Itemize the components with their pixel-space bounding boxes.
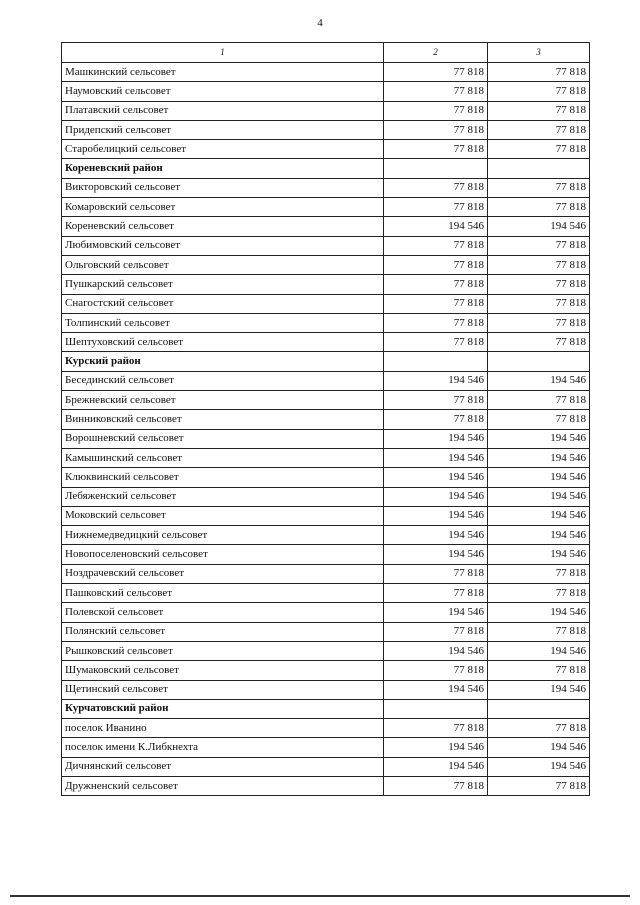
row-value-col2: 77 818 xyxy=(384,333,488,352)
row-value-col2: 77 818 xyxy=(384,313,488,332)
row-value-col2: 77 818 xyxy=(384,776,488,795)
row-value-col2: 194 546 xyxy=(384,641,488,660)
row-name-cell: Пушкарский сельсовет xyxy=(62,275,384,294)
row-name-cell: Курчатовский район xyxy=(62,699,384,718)
row-value-col3: 77 818 xyxy=(488,82,590,101)
row-name-cell: Шумаковский сельсовет xyxy=(62,661,384,680)
table-row xyxy=(62,429,590,448)
row-value-col2: 77 818 xyxy=(384,275,488,294)
column-header-3: 3 xyxy=(488,43,590,63)
row-name-cell: Ворошневский сельсовет xyxy=(62,429,384,448)
district-row xyxy=(62,699,590,718)
row-value-col3: 194 546 xyxy=(488,641,590,660)
table-row xyxy=(62,236,590,255)
row-name-cell: Снагостский сельсовет xyxy=(62,294,384,313)
table-row xyxy=(62,448,590,467)
row-value-col2: 194 546 xyxy=(384,217,488,236)
table-row xyxy=(62,545,590,564)
row-value-col3: 194 546 xyxy=(488,429,590,448)
row-value-col3: 77 818 xyxy=(488,63,590,82)
row-value-col2: 77 818 xyxy=(384,661,488,680)
row-value-col3: 77 818 xyxy=(488,391,590,410)
row-name-cell: Полевской сельсовет xyxy=(62,603,384,622)
row-value-col3: 77 818 xyxy=(488,661,590,680)
row-value-col3: 77 818 xyxy=(488,622,590,641)
row-value-col3: 77 818 xyxy=(488,333,590,352)
row-name-cell: Ольговский сельсовет xyxy=(62,255,384,274)
row-name-cell: поселок Иванино xyxy=(62,719,384,738)
row-value-col2: 77 818 xyxy=(384,198,488,217)
table-header-row xyxy=(62,43,590,63)
row-value-col2: 194 546 xyxy=(384,680,488,699)
table-row xyxy=(62,82,590,101)
table-row xyxy=(62,275,590,294)
row-value-col3: 77 818 xyxy=(488,198,590,217)
table-row xyxy=(62,178,590,197)
row-value-col2: 194 546 xyxy=(384,429,488,448)
row-name-cell: Винниковский сельсовет xyxy=(62,410,384,429)
table-row xyxy=(62,140,590,159)
row-name-cell: Старобелицкий сельсовет xyxy=(62,140,384,159)
table-body xyxy=(62,43,590,796)
row-name-cell: поселок имени К.Либкнехта xyxy=(62,738,384,757)
district-row xyxy=(62,159,590,178)
row-value-col2: 194 546 xyxy=(384,506,488,525)
table-row xyxy=(62,719,590,738)
row-name-cell: Ноздрачевский сельсовет xyxy=(62,564,384,583)
row-name-cell: Брежневский сельсовет xyxy=(62,391,384,410)
table-row xyxy=(62,506,590,525)
row-value-col2 xyxy=(384,159,488,178)
row-name-cell: Кореневский сельсовет xyxy=(62,217,384,236)
row-value-col3: 194 546 xyxy=(488,506,590,525)
row-value-col3: 77 818 xyxy=(488,564,590,583)
row-value-col2: 77 818 xyxy=(384,584,488,603)
row-name-cell: Клюквинский сельсовет xyxy=(62,468,384,487)
row-value-col2: 77 818 xyxy=(384,140,488,159)
table-row xyxy=(62,391,590,410)
row-value-col2: 77 818 xyxy=(384,719,488,738)
table-row xyxy=(62,217,590,236)
row-name-cell: Придепский сельсовет xyxy=(62,120,384,139)
table-row xyxy=(62,603,590,622)
row-value-col3: 194 546 xyxy=(488,757,590,776)
row-value-col2: 77 818 xyxy=(384,410,488,429)
table-row xyxy=(62,680,590,699)
row-name-cell: Рышковский сельсовет xyxy=(62,641,384,660)
table-row xyxy=(62,371,590,390)
row-value-col2: 77 818 xyxy=(384,391,488,410)
page-bottom-rule xyxy=(10,895,630,897)
row-name-cell: Кореневский район xyxy=(62,159,384,178)
row-name-cell: Нижнемедведицкий сельсовет xyxy=(62,526,384,545)
row-value-col2: 77 818 xyxy=(384,101,488,120)
table-row xyxy=(62,333,590,352)
table-row xyxy=(62,622,590,641)
table-row xyxy=(62,120,590,139)
row-value-col2: 194 546 xyxy=(384,448,488,467)
row-name-cell: Моковский сельсовет xyxy=(62,506,384,525)
row-value-col3: 194 546 xyxy=(488,738,590,757)
table-row xyxy=(62,294,590,313)
row-value-col3: 77 818 xyxy=(488,120,590,139)
table-row xyxy=(62,584,590,603)
row-name-cell: Курский район xyxy=(62,352,384,371)
row-value-col3: 194 546 xyxy=(488,217,590,236)
table-row xyxy=(62,738,590,757)
row-value-col3: 77 818 xyxy=(488,140,590,159)
row-name-cell: Наумовский сельсовет xyxy=(62,82,384,101)
row-name-cell: Пашковский сельсовет xyxy=(62,584,384,603)
row-value-col3: 194 546 xyxy=(488,545,590,564)
row-value-col3: 77 818 xyxy=(488,776,590,795)
row-name-cell: Шептуховский сельсовет xyxy=(62,333,384,352)
row-value-col2: 77 818 xyxy=(384,120,488,139)
row-value-col3: 77 818 xyxy=(488,275,590,294)
row-value-col3: 194 546 xyxy=(488,487,590,506)
row-value-col2: 194 546 xyxy=(384,545,488,564)
table-row xyxy=(62,410,590,429)
row-value-col2: 77 818 xyxy=(384,255,488,274)
row-name-cell: Комаровский сельсовет xyxy=(62,198,384,217)
row-value-col3: 194 546 xyxy=(488,680,590,699)
row-name-cell: Толпинский сельсовет xyxy=(62,313,384,332)
row-name-cell: Полянский сельсовет xyxy=(62,622,384,641)
table-row xyxy=(62,661,590,680)
row-name-cell: Дружненский сельсовет xyxy=(62,776,384,795)
row-name-cell: Камышинский сельсовет xyxy=(62,448,384,467)
row-name-cell: Новопоселеновский сельсовет xyxy=(62,545,384,564)
column-header-1: 1 xyxy=(62,43,384,63)
row-value-col2: 77 818 xyxy=(384,236,488,255)
row-value-col3: 194 546 xyxy=(488,603,590,622)
table-row xyxy=(62,526,590,545)
table-row xyxy=(62,776,590,795)
table-row xyxy=(62,63,590,82)
column-header-2: 2 xyxy=(384,43,488,63)
row-value-col3: 77 818 xyxy=(488,294,590,313)
row-name-cell: Машкинский сельсовет xyxy=(62,63,384,82)
row-value-col2: 77 818 xyxy=(384,178,488,197)
row-name-cell: Платавский сельсовет xyxy=(62,101,384,120)
district-row xyxy=(62,352,590,371)
row-value-col3: 77 818 xyxy=(488,584,590,603)
row-value-col3: 77 818 xyxy=(488,255,590,274)
row-value-col2: 194 546 xyxy=(384,738,488,757)
row-value-col3: 77 818 xyxy=(488,101,590,120)
row-value-col3 xyxy=(488,159,590,178)
table-row xyxy=(62,255,590,274)
row-value-col2 xyxy=(384,699,488,718)
row-name-cell: Бесединский сельсовет xyxy=(62,371,384,390)
row-value-col3: 194 546 xyxy=(488,371,590,390)
row-value-col2: 77 818 xyxy=(384,82,488,101)
row-value-col2 xyxy=(384,352,488,371)
table-row xyxy=(62,313,590,332)
row-value-col2: 77 818 xyxy=(384,294,488,313)
row-name-cell: Лебяженский сельсовет xyxy=(62,487,384,506)
row-value-col3 xyxy=(488,352,590,371)
row-name-cell: Любимовский сельсовет xyxy=(62,236,384,255)
row-value-col3 xyxy=(488,699,590,718)
row-value-col3: 194 546 xyxy=(488,448,590,467)
row-value-col3: 77 818 xyxy=(488,719,590,738)
allocation-table xyxy=(61,42,590,796)
row-name-cell: Викторовский сельсовет xyxy=(62,178,384,197)
table-row xyxy=(62,564,590,583)
row-value-col2: 194 546 xyxy=(384,526,488,545)
row-value-col2: 194 546 xyxy=(384,371,488,390)
table-row xyxy=(62,757,590,776)
row-value-col2: 194 546 xyxy=(384,468,488,487)
page-number: 4 xyxy=(317,17,323,29)
table-row xyxy=(62,468,590,487)
row-value-col3: 77 818 xyxy=(488,313,590,332)
row-value-col2: 77 818 xyxy=(384,622,488,641)
row-value-col2: 194 546 xyxy=(384,603,488,622)
table-row xyxy=(62,487,590,506)
row-value-col2: 194 546 xyxy=(384,757,488,776)
row-value-col2: 77 818 xyxy=(384,63,488,82)
row-name-cell: Дичнянский сельсовет xyxy=(62,757,384,776)
row-value-col3: 194 546 xyxy=(488,468,590,487)
row-value-col2: 77 818 xyxy=(384,564,488,583)
table-row xyxy=(62,198,590,217)
row-value-col2: 194 546 xyxy=(384,487,488,506)
row-value-col3: 194 546 xyxy=(488,526,590,545)
row-value-col3: 77 818 xyxy=(488,236,590,255)
table-row xyxy=(62,641,590,660)
table-row xyxy=(62,101,590,120)
row-name-cell: Щетинский сельсовет xyxy=(62,680,384,699)
row-value-col3: 77 818 xyxy=(488,410,590,429)
row-value-col3: 77 818 xyxy=(488,178,590,197)
